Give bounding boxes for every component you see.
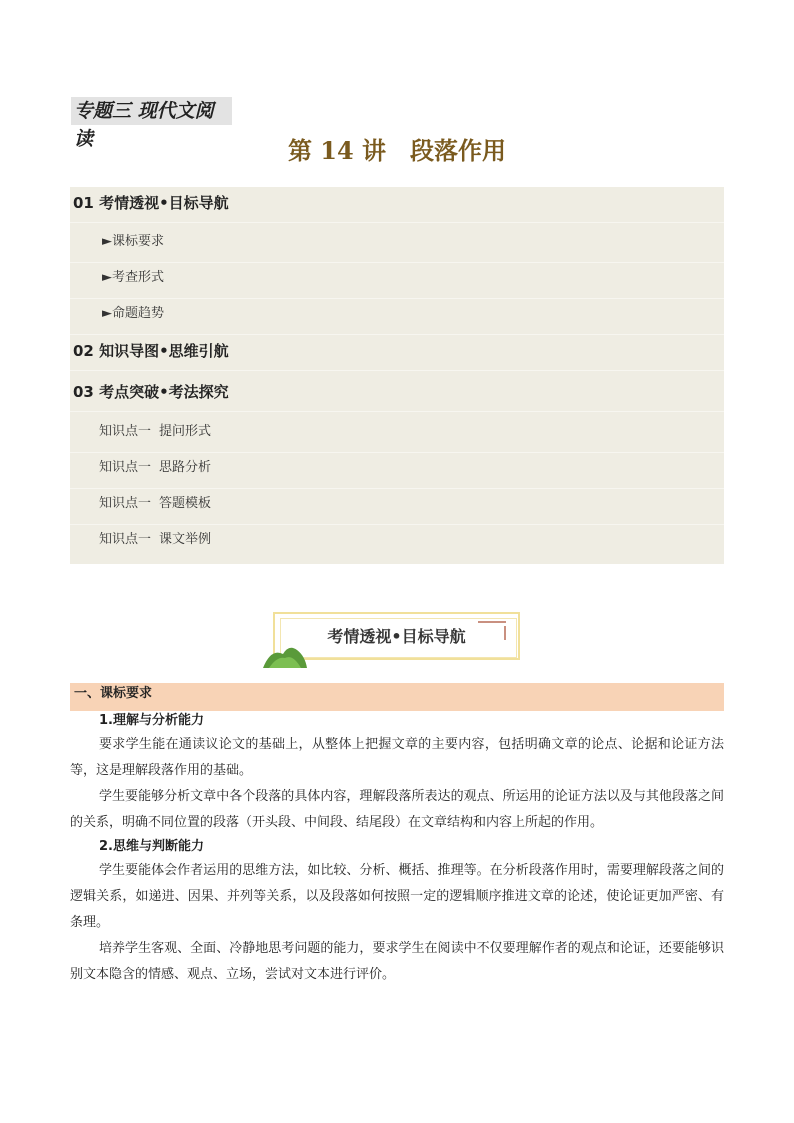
paragraph: 培养学生客观、全面、冷静地思考问题的能力，要求学生在阅读中不仅要理解作者的观点和论证，还要能够识别文本隐含的情感、观点、立场，尝试对文本进行评价。 bbox=[70, 941, 724, 982]
kp-prefix: 知识点一 bbox=[99, 424, 152, 439]
banner-title: 考情透视•目标导航 bbox=[327, 627, 466, 646]
toc-item-curriculum[interactable]: ►课标要求 bbox=[70, 227, 724, 263]
paragraph: 学生要能体会作者运用的思维方法，如比较、分析、概括、推理等。在分析段落作用时，需要理解段落之间的逻辑关系，如递进、因果、并列等关系，以及段落如何按照一定的逻辑顺序推进文章的论述，使论证更加严密、有条理。 bbox=[70, 863, 724, 930]
subheading: 1.理解与分析能力 bbox=[99, 713, 204, 728]
table-of-contents bbox=[70, 187, 724, 564]
toc-item-exam-form[interactable]: ►考查形式 bbox=[70, 263, 724, 299]
section-heading: 一、课标要求 bbox=[70, 683, 724, 711]
banner-decor-line bbox=[504, 626, 506, 640]
section-banner bbox=[273, 612, 522, 662]
body-content bbox=[70, 710, 724, 988]
toc-section-3[interactable]: 03 考点突破•考法探究 bbox=[70, 376, 724, 412]
banner-decor-line bbox=[478, 621, 506, 623]
subheading: 2.思维与判断能力 bbox=[99, 839, 204, 854]
kp-prefix: 知识点一 bbox=[99, 460, 152, 475]
kp-prefix: 知识点一 bbox=[99, 532, 152, 547]
toc-knowledge-point[interactable] bbox=[70, 489, 724, 525]
toc-knowledge-point[interactable] bbox=[70, 525, 724, 561]
paragraph: 学生要能够分析文章中各个段落的具体内容，理解段落所表达的观点、所运用的论证方法以及与其他段落之间的关系，明确不同位置的段落（开头段、中间段、结尾段）在文章结构和内容上所起的作用。 bbox=[70, 789, 724, 830]
topic-label: 专题三 现代文阅读 bbox=[71, 97, 232, 125]
kp-prefix: 知识点一 bbox=[99, 496, 152, 511]
kp-name: 提问形式 bbox=[159, 424, 212, 439]
kp-name: 答题模板 bbox=[159, 496, 212, 511]
toc-knowledge-point[interactable] bbox=[70, 453, 724, 489]
kp-name: 思路分析 bbox=[159, 460, 212, 475]
toc-section-2[interactable]: 02 知识导图•思维引航 bbox=[70, 335, 724, 371]
lesson-title: 第 14 讲 段落作用 bbox=[287, 136, 507, 165]
kp-name: 课文举例 bbox=[159, 532, 212, 547]
toc-knowledge-point[interactable] bbox=[70, 417, 724, 453]
paragraph: 要求学生能在通读议论文的基础上，从整体上把握文章的主要内容，包括明确文章的论点、论据和论证方法等，这是理解段落作用的基础。 bbox=[70, 737, 724, 778]
toc-section-1[interactable]: 01 考情透视•目标导航 bbox=[70, 187, 724, 223]
hills-icon bbox=[263, 644, 307, 668]
toc-item-trend[interactable]: ►命题趋势 bbox=[70, 299, 724, 335]
